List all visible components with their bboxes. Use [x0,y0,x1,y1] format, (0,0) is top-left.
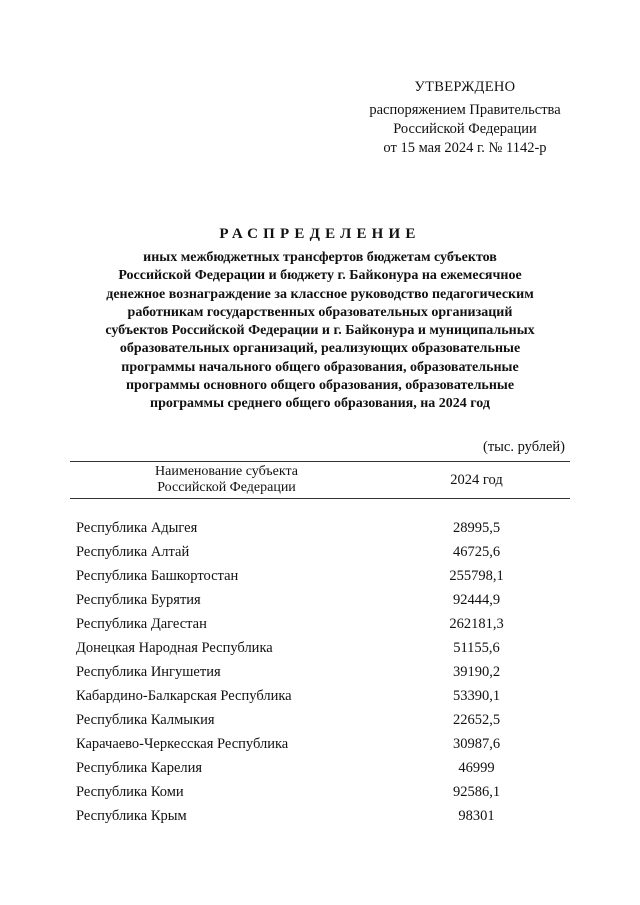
approval-line-1: распоряжением Правительства [369,102,561,118]
row-value: 28995,5 [452,519,501,536]
row-value: 262181,3 [449,615,504,632]
row-value: 255798,1 [449,567,504,584]
row-subject: Республика Башкортостан [76,567,239,584]
table-row [70,540,570,564]
row-subject: Республика Дагестан [76,615,207,632]
table-row [70,708,570,732]
approval-stamp [345,78,585,158]
table-row [70,804,570,828]
row-subject: Республика Карелия [76,759,203,776]
row-subject: Республика Калмыкия [76,711,215,728]
document-heading [70,226,570,414]
document-subtitle: иных межбюджетных трансфертов бюджетам субъектов Российской Федерации и бюджету г. Байконура на ежемесячное денежное вознаграждение за классное руководство педагогическим работникам государственных образовательных организаций субъектов Российской Федерации и г. Байконура и муниципальных образовательных организаций, реализующих образовательные программы начального общего образования, образовательные программы основного общего образования, образовательные программы среднего общего образования, на 2024 год [105,250,535,412]
header-year: 2024 год [450,472,503,488]
row-subject: Донецкая Народная Республика [76,639,273,656]
unit-label: (тыс. рублей) [483,439,565,455]
table-row [70,564,570,588]
table-row [70,732,570,756]
row-subject: Республика Коми [76,783,184,800]
table-body [70,499,570,828]
header-subject-name: Наименование субъекта Российской Федерации [155,464,298,495]
row-value: 22652,5 [452,711,501,728]
row-value: 39190,2 [452,663,501,680]
approved-label: УТВЕРЖДЕНО [414,79,516,95]
distribution-table [70,461,570,828]
row-subject: Карачаево-Черкесская Республика [76,735,289,752]
table-row [70,516,570,540]
table-row [70,756,570,780]
row-value: 30987,6 [452,735,501,752]
approval-line-3: от 15 мая 2024 г. № 1142-р [383,140,547,156]
table-row [70,660,570,684]
row-value: 92444,9 [452,591,501,608]
table-row [70,780,570,804]
row-value: 92586,1 [452,783,501,800]
row-value: 98301 [458,807,495,824]
table-row [70,636,570,660]
row-subject: Республика Крым [76,807,187,824]
row-value: 46725,6 [452,543,501,560]
row-subject: Республика Бурятия [76,591,201,608]
approval-line-2: Российской Федерации [393,121,537,137]
row-subject: Республика Ингушетия [76,663,221,680]
row-subject: Республика Алтай [76,543,190,560]
table-row [70,588,570,612]
table-header [70,461,570,499]
row-value: 46999 [458,759,495,776]
document-title: РАСПРЕДЕЛЕНИЕ [219,226,421,242]
table-row [70,684,570,708]
row-subject: Кабардино-Балкарская Республика [76,687,292,704]
row-value: 53390,1 [452,687,501,704]
row-value: 51155,6 [453,639,500,656]
row-subject: Республика Адыгея [76,519,198,536]
table-row [70,612,570,636]
